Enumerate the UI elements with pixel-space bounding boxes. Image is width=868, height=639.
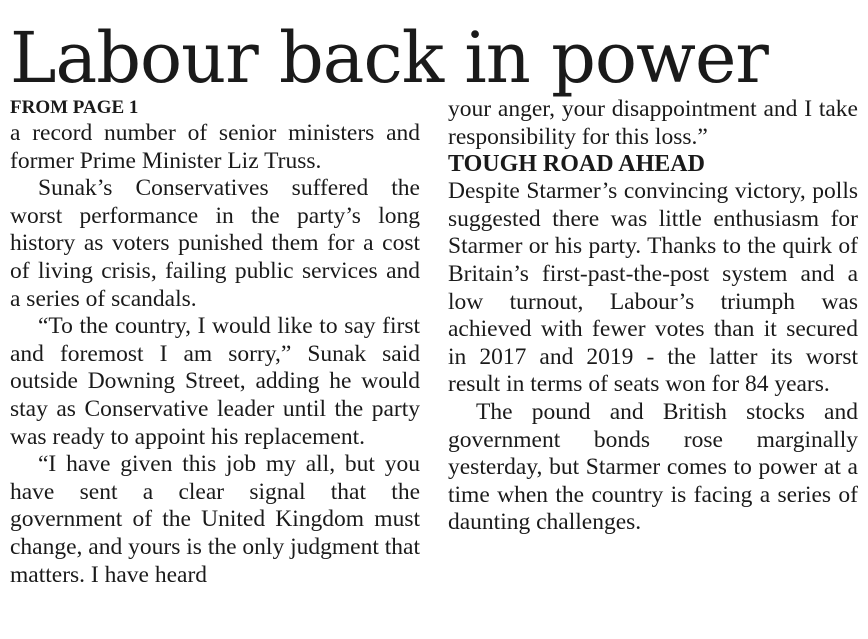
right-column bbox=[448, 96, 858, 537]
article-paragraph: Despite Starmer’s convincing victory, polls suggested there was little enthusiasm for Starmer or his party. Thanks to the quirk of Britain’s first-past-the-post system and a low turnout, Labour’s triumph was achieved with fewer votes than it secured in 2017 and 2019 - the latter its worst result in terms of seats won for 84 years. bbox=[448, 178, 858, 398]
from-page-kicker: FROM PAGE 1 bbox=[10, 97, 139, 118]
article-continuation: your anger, your disappointment and I take responsibility for this loss.” bbox=[448, 96, 858, 150]
article-paragraph: “I have given this job my all, but you have sent a clear signal that the government of the United Kingdom must change, and yours is the only judgment that matters. I have heard bbox=[10, 451, 420, 588]
article-paragraph: “To the country, I would like to say first and foremost I am sorry,” Sunak said outside Downing Street, adding he would stay as Conservative leader until the party was ready to appoint his replacement. bbox=[10, 313, 420, 450]
headline: Labour back in power bbox=[10, 17, 768, 99]
article-paragraph: The pound and British stocks and government bonds rose marginally yesterday, but Starmer comes to power at a time when the country is facing a series of daunting challenges. bbox=[448, 398, 858, 536]
article-paragraph: a record number of senior ministers and former Prime Minister Liz Truss. bbox=[10, 120, 420, 174]
section-subhead: TOUGH ROAD AHEAD bbox=[448, 151, 705, 178]
article-paragraph: Sunak’s Conservatives suffered the worst performance in the party’s long history as voters punished them for a cost of living crisis, failing public services and a series of scandals. bbox=[10, 175, 420, 312]
left-column bbox=[10, 96, 420, 589]
